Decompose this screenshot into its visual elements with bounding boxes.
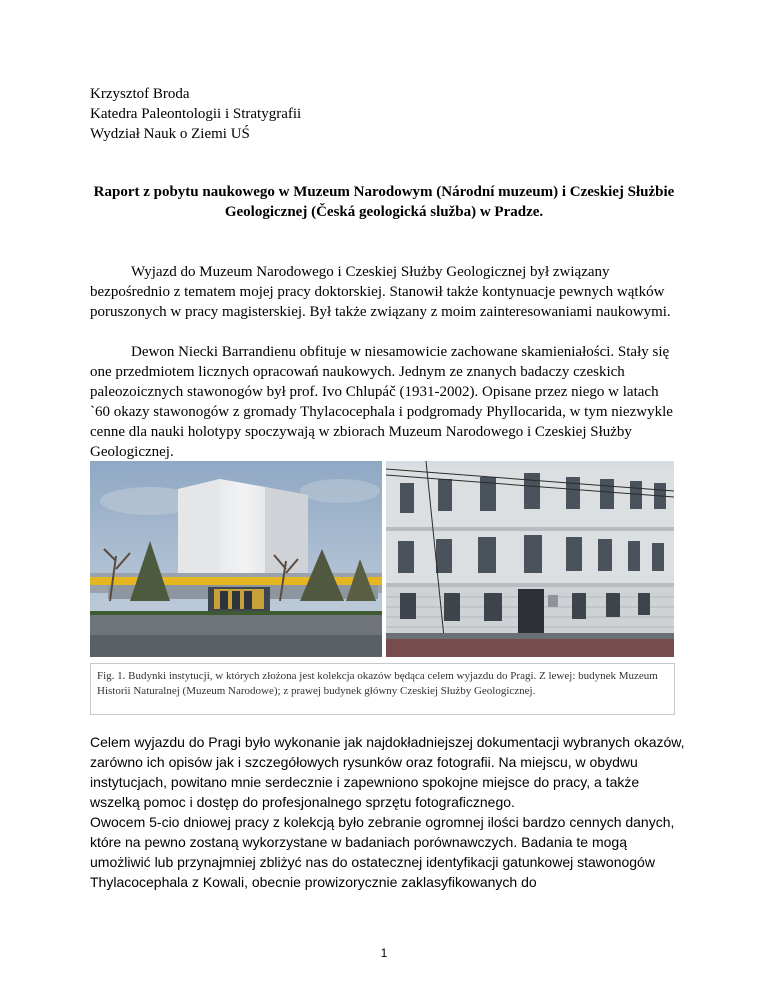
museum-building-photo — [90, 461, 382, 657]
paragraph-4: Owocem 5-cio dniowej pracy z kolekcją było zebranie ogromnej ilości bardzo cennych danych, które na pewno zostaną wykorzystane w badaniach porównawczych. Badania te mogą umożliwić lub przynajmniej zbliżyć nas do ostatecznej identyfikacji gatunkowej stawonogów Thylacocephala z Kowali, obecnie prowizorycznie zaklasyfikowanych do — [90, 814, 675, 890]
main-text — [90, 732, 685, 892]
figure-1 — [90, 461, 675, 657]
paragraph-intro — [90, 262, 680, 322]
author-name: Krzysztof Broda — [90, 86, 190, 102]
paragraph-2: Dewon Niecki Barrandienu obfituje w niesamowicie zachowane skamieniałości. Stały się one przedmiotem licznych opracowań naukowych. Jednym ze znanych badaczy czeskich paleozoicznych stawonogów był prof. Ivo Chlupáč (1931-2002). Opisane przez niego w latach `60 okazy stawonogów z gromady Thylacocephala i podgromady Phyllocarida, w tym niezwykle cenne dla nauki holotypy spoczywają w zbiorach Muzeum Narodowego i Czeskiej Służby Geologicznej. — [90, 344, 673, 460]
page-number: 1 — [380, 946, 388, 960]
geological-survey-building-photo — [386, 461, 674, 657]
author-department: Katedra Paleontologii i Stratygrafii — [90, 106, 302, 122]
paragraph-1: Wyjazd do Muzeum Narodowego i Czeskiej Służby Geologicznej był związany bezpośrednio z tematem mojej pracy doktorskiej. Stanowił także kontynuacje pewnych wątków poruszonych w pracy magisterskiej. Był także związany z moim zainteresowaniami naukowymi. — [90, 264, 671, 320]
figure-caption: Fig. 1. Budynki instytucji, w których złożona jest kolekcja okazów będąca celem wyjazdu do Pragi. Z lewej: budynek Muzeum Historii Naturalnej (Muzeum Narodowe); z prawej budynek główny Czeskiej Służby Geologicznej. — [90, 663, 675, 715]
paragraph-barrandien — [90, 342, 680, 462]
paragraph-3: Celem wyjazdu do Pragi było wykonanie jak najdokładniejszej dokumentacji wybranych okazów, zarówno ich opisów jak i szczegółowych rysunków oraz fotografii. Na miejscu, w obydwu instytucjach, powitano mnie serdecznie i zapewniono spokojne miejsce do pracy, a także wszelką pomoc i dostęp do profesjonalnego sprzętu fotograficznego. — [90, 734, 685, 810]
author-block — [90, 84, 301, 144]
author-faculty: Wydział Nauk o Ziemi UŚ — [90, 126, 250, 142]
report-title: Raport z pobytu naukowego w Muzeum Narodowym (Národní muzeum) i Czeskiej Służbie Geologicznej (Česká geologická služba) w Pradze. — [93, 184, 675, 220]
